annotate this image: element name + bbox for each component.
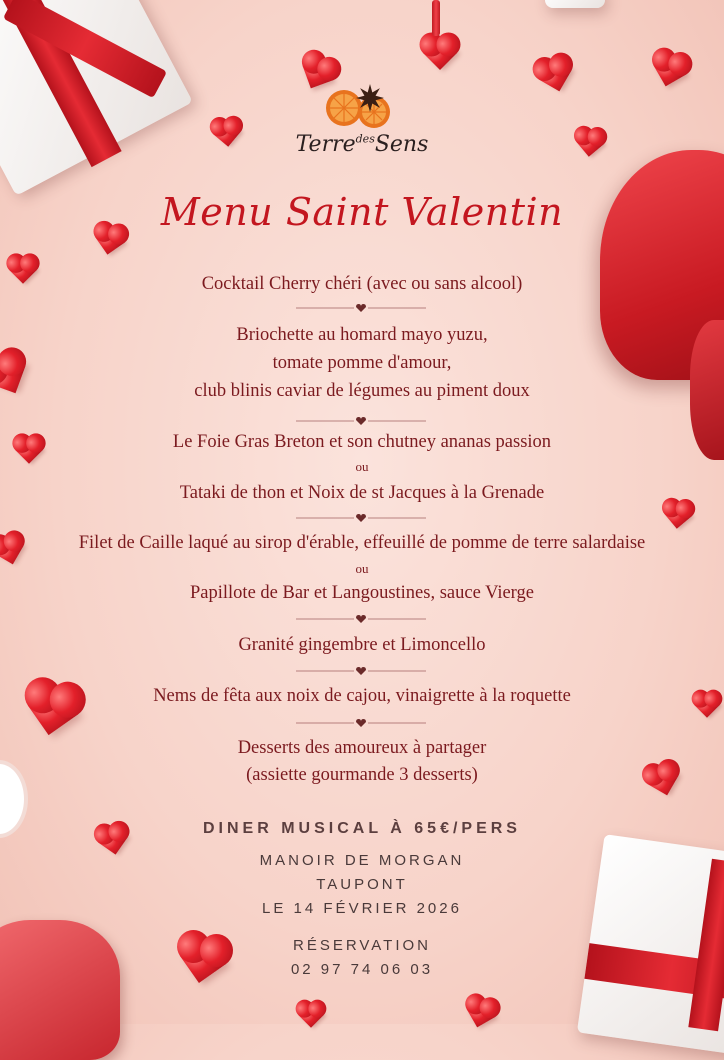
menu-item-entree-option: Le Foie Gras Breton et son chutney ananas passion: [172, 432, 552, 452]
menu-item-granite: Granité gingembre et Limoncello: [238, 635, 486, 655]
separator-heart-icon: [296, 416, 426, 426]
menu-item-nems: Nems de fêta aux noix de cajou, vinaigrette à la roquette: [153, 686, 571, 706]
menu-or-label: ou: [355, 561, 369, 576]
reservation-label: RÉSERVATION: [292, 937, 432, 954]
brand-name: Terre$^{des}$Sens: [295, 132, 429, 157]
event-date: LE 14 FÉVRIER 2026: [262, 900, 462, 917]
menu-item-main-option: Papillote de Bar et Langoustines, sauce Vierge: [190, 583, 534, 603]
price-line: DINER MUSICAL À 65€/PERS: [203, 820, 521, 837]
separator-heart-icon: [296, 666, 426, 676]
separator-heart-icon: [296, 614, 426, 624]
menu-or-label: ou: [355, 459, 369, 474]
menu-item-dessert-line: (assiette gourmande 3 desserts): [246, 765, 478, 785]
page-title: Menu Saint Valentin: [160, 190, 564, 234]
menu-item-starter-line: tomate pomme d'amour,: [272, 353, 452, 373]
menu-item-starter-line: club blinis caviar de légumes au piment doux: [194, 381, 530, 401]
menu-item-dessert-line: Desserts des amoureux à partager: [237, 738, 487, 758]
venue-name: MANOIR DE MORGAN: [259, 852, 465, 869]
menu-item-main-option: Filet de Caille laqué au sirop d'érable, effeuillé de pomme de terre salardaise: [78, 533, 646, 553]
menu-item-starter-line: Briochette au homard mayo yuzu,: [236, 325, 488, 345]
menu-item-entree-option: Tataki de thon et Noix de st Jacques à la Grenade: [179, 483, 545, 503]
reservation-phone: 02 97 74 06 03: [290, 961, 434, 978]
orange-slice-star-anise-icon: [292, 82, 432, 132]
menu-item-cocktail: Cocktail Cherry chéri (avec ou sans alcool): [201, 274, 523, 294]
separator-heart-icon: [296, 718, 426, 728]
venue-town: TAUPONT: [316, 876, 408, 893]
separator-heart-icon: [296, 513, 426, 523]
brand-logo: [292, 82, 432, 172]
separator-heart-icon: [296, 303, 426, 313]
